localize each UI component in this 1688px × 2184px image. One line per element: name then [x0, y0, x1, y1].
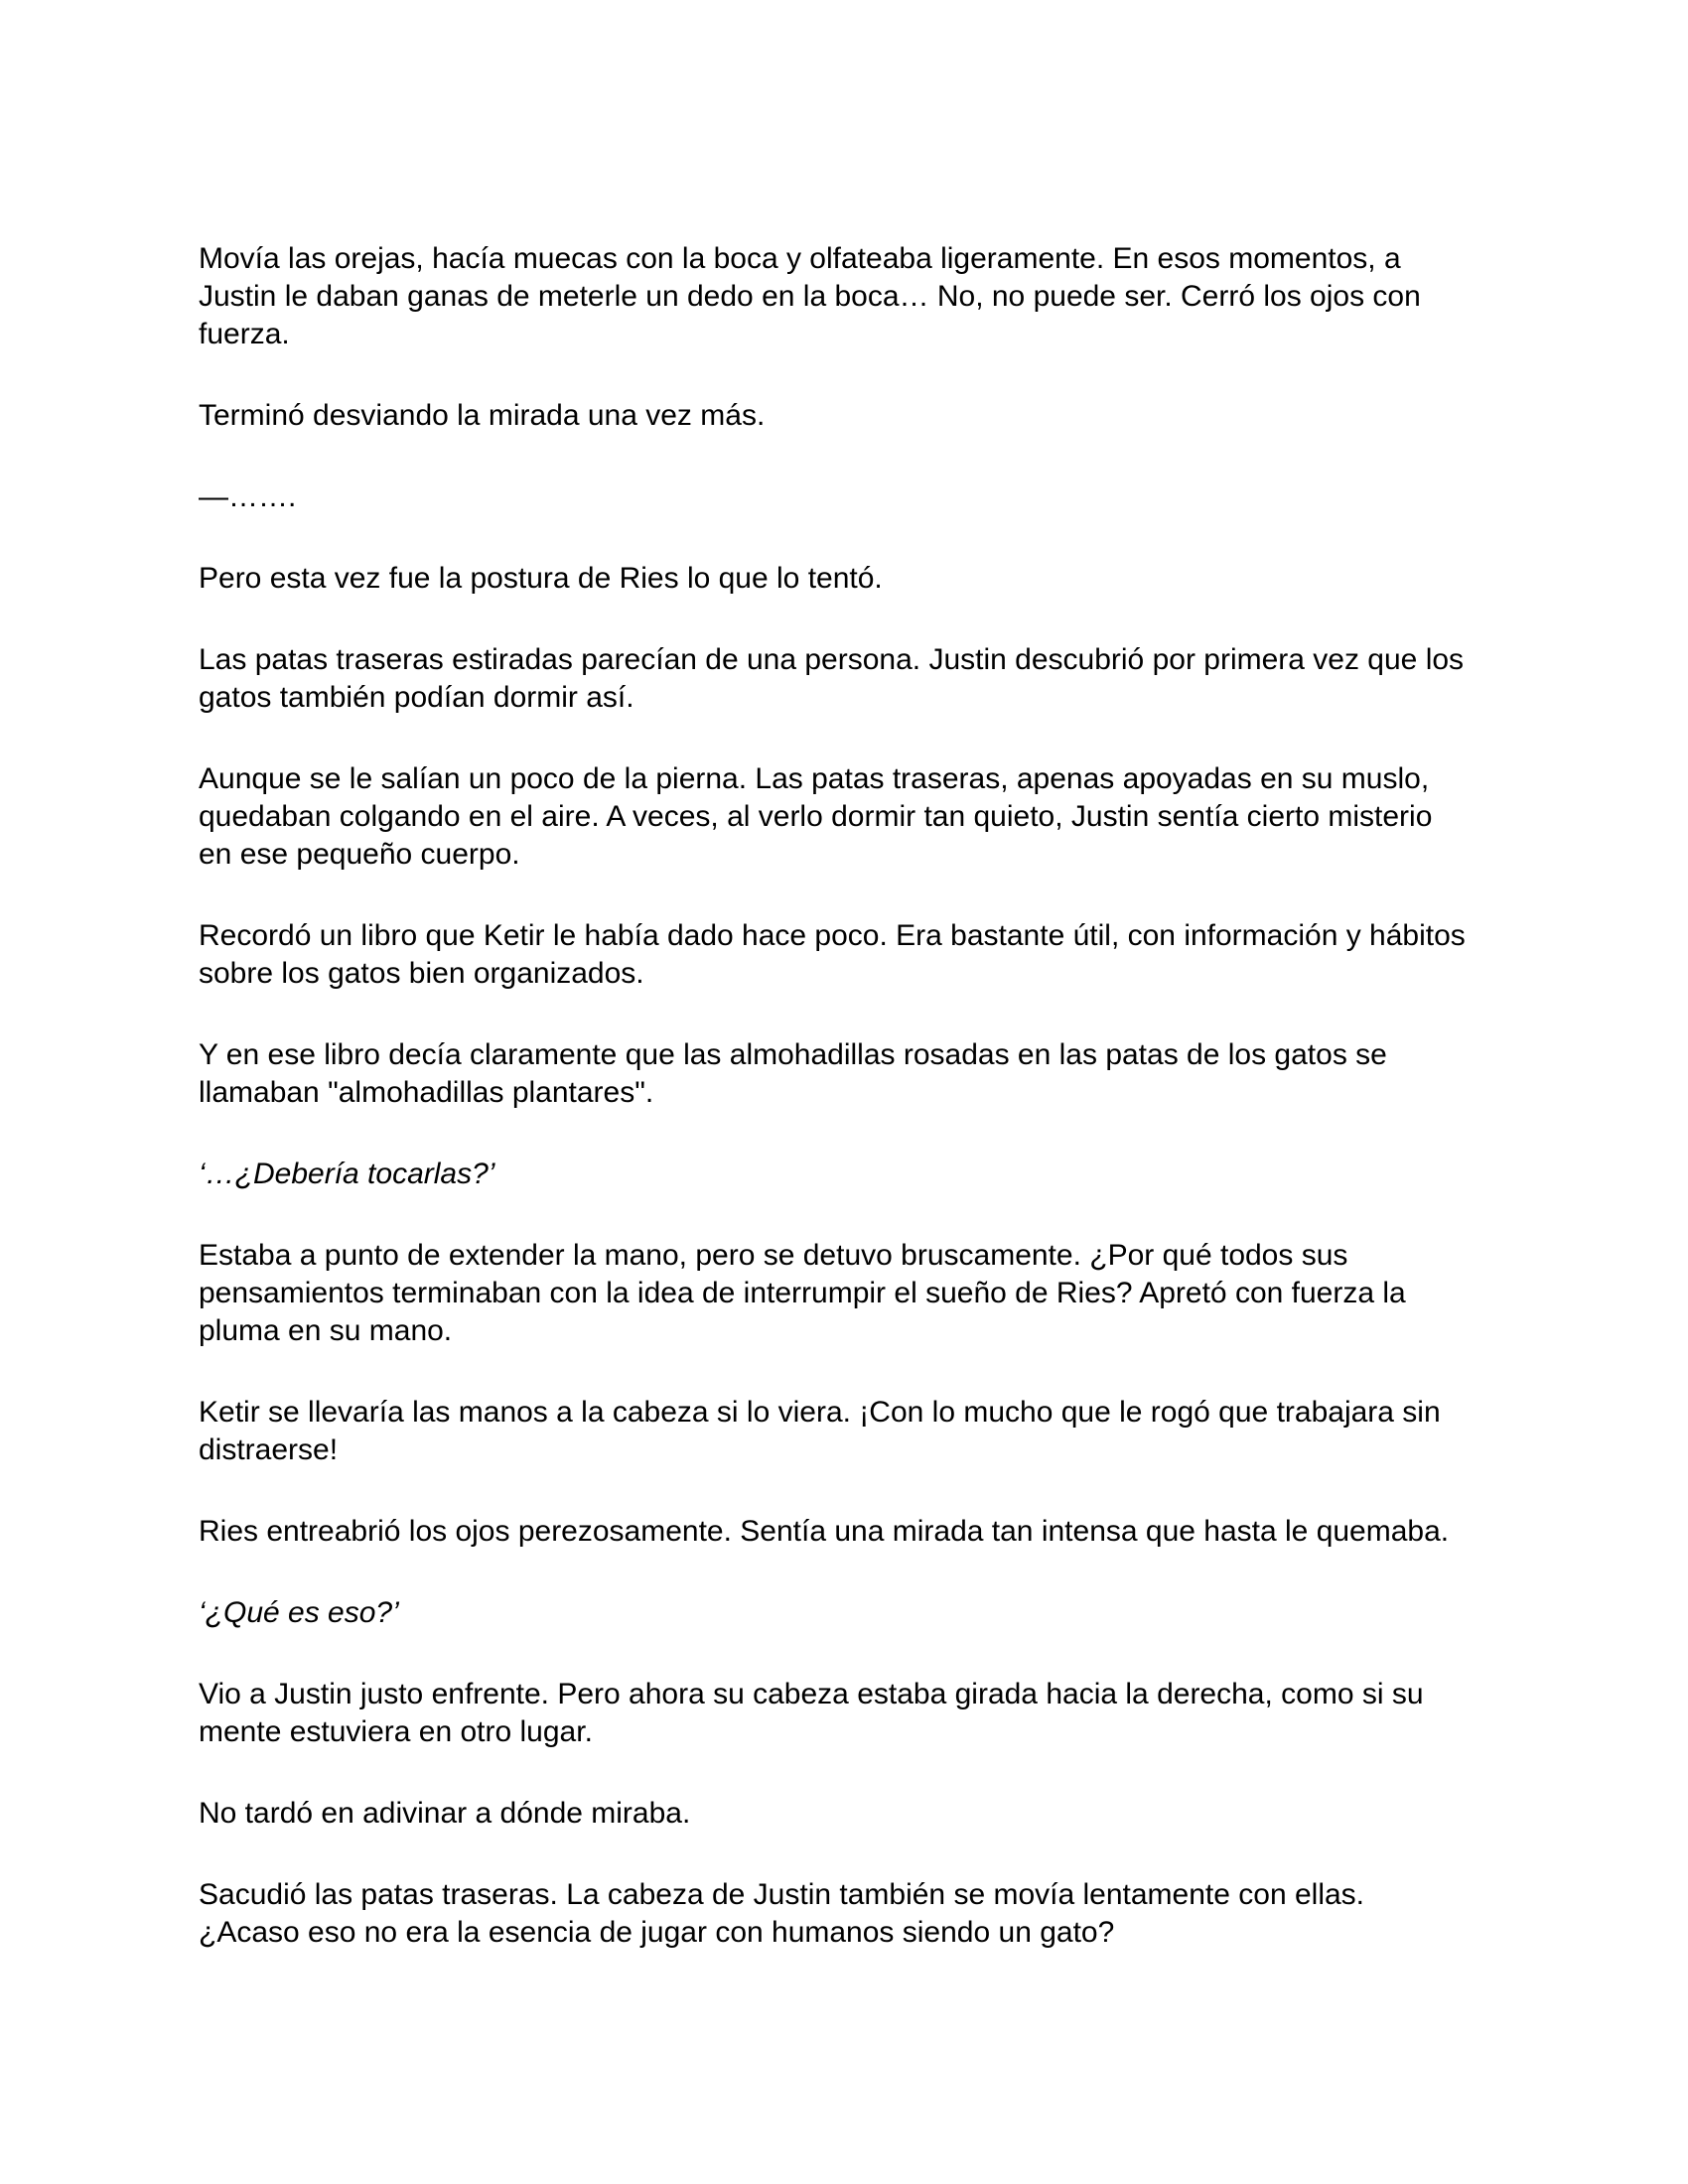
- text-line: Ketir se llevaría las manos a la cabeza si lo viera. ¡Con lo mucho que le rogó que trabajara sin: [199, 1396, 1441, 1429]
- document-content: [199, 240, 1509, 1995]
- paragraph: [199, 560, 1509, 598]
- text-line: pensamientos terminaban con la idea de interrumpir el sueño de Ries? Apretó con fuerza la: [199, 1277, 1406, 1309]
- text-line: ‘¿Qué es eso?’: [199, 1596, 399, 1629]
- text-line: en ese pequeño cuerpo.: [199, 838, 520, 871]
- paragraph: [199, 641, 1509, 717]
- paragraph-italic-thought: [199, 1156, 1509, 1193]
- text-line: Terminó desviando la mirada una vez más.: [199, 399, 766, 432]
- text-line: Y en ese libro decía claramente que las almohadillas rosadas en las patas de los gatos se: [199, 1038, 1387, 1071]
- text-line: Las patas traseras estiradas parecían de una persona. Justin descubrió por primera vez que los: [199, 643, 1465, 676]
- paragraph: [199, 1036, 1509, 1112]
- text-line: Aunque se le salían un poco de la pierna. Las patas traseras, apenas apoyadas en su muslo,: [199, 762, 1430, 795]
- paragraph: [199, 1676, 1509, 1751]
- text-line: gatos también podían dormir así.: [199, 681, 634, 714]
- text-line: Pero esta vez fue la postura de Ries lo que lo tentó.: [199, 562, 883, 595]
- paragraph: [199, 397, 1509, 435]
- text-line: No tardó en adivinar a dónde miraba.: [199, 1797, 691, 1830]
- paragraph: [199, 1237, 1509, 1350]
- text-line: Sacudió las patas traseras. La cabeza de Justin también se movía lentamente con ellas.: [199, 1878, 1364, 1911]
- text-line: Recordó un libro que Ketir le había dado hace poco. Era bastante útil, con información y hábitos: [199, 919, 1466, 952]
- paragraph: [199, 917, 1509, 993]
- paragraph: [199, 1795, 1509, 1833]
- text-line: ‘…¿Debería tocarlas?’: [199, 1158, 495, 1190]
- text-line: sobre los gatos bien organizados.: [199, 957, 644, 990]
- paragraph: [199, 240, 1509, 353]
- text-line: —…….: [199, 480, 297, 513]
- paragraph: [199, 1876, 1509, 1952]
- paragraph: [199, 1513, 1509, 1551]
- text-line: distraerse!: [199, 1433, 339, 1466]
- text-line: quedaban colgando en el aire. A veces, al verlo dormir tan quieto, Justin sentía cierto misterio: [199, 800, 1433, 833]
- text-line: Estaba a punto de extender la mano, pero se detuvo bruscamente. ¿Por qué todos sus: [199, 1239, 1348, 1272]
- text-line: pluma en su mano.: [199, 1314, 453, 1347]
- text-line: Justin le daban ganas de meterle un dedo en la boca… No, no puede ser. Cerró los ojos con: [199, 280, 1421, 313]
- paragraph: [199, 1394, 1509, 1469]
- text-line: Ries entreabrió los ojos perezosamente. Sentía una mirada tan intensa que hasta le quemaba.: [199, 1515, 1450, 1548]
- text-line: ¿Acaso eso no era la esencia de jugar con humanos siendo un gato?: [199, 1916, 1115, 1949]
- paragraph: [199, 760, 1509, 874]
- text-line: llamaban "almohadillas plantares".: [199, 1076, 654, 1109]
- text-line: mente estuviera en otro lugar.: [199, 1715, 593, 1748]
- paragraph: [199, 478, 1509, 516]
- text-line: Movía las orejas, hacía muecas con la boca y olfateaba ligeramente. En esos momentos, a: [199, 242, 1401, 275]
- paragraph-italic-thought: [199, 1594, 1509, 1632]
- text-line: fuerza.: [199, 318, 290, 350]
- text-line: Vio a Justin justo enfrente. Pero ahora su cabeza estaba girada hacia la derecha, como si su: [199, 1678, 1424, 1710]
